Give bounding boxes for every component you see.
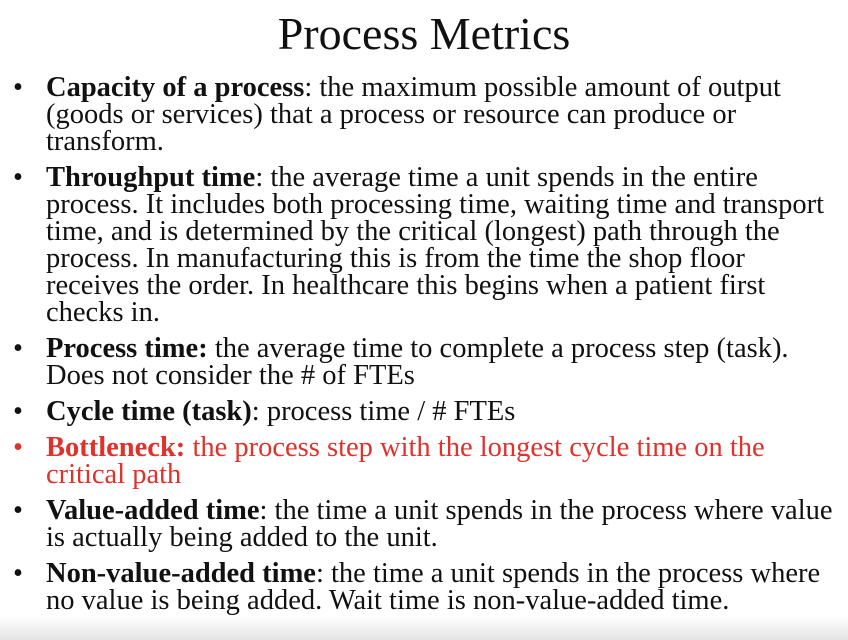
bullet-process-time	[0, 335, 848, 389]
term-separator: :	[304, 72, 313, 103]
definition-text: the process step with the longest cycle time on the critical path	[46, 432, 765, 490]
bullet-throughput-time	[0, 164, 848, 326]
definition-text: the maximum possible amount of output (goods or services) that a process or resource can produce or transform.	[46, 72, 781, 157]
slide-title: Process Metrics	[277, 8, 571, 59]
definition-text: the time a unit spends in the process where value is actually being added to the unit.	[46, 495, 833, 553]
definition-text: the average time a unit spends in the entire process. It includes both processing time, waiting time and transport time, and is determined by the critical (longest) path through the process. In manufacturing this is from the time the shop floor receives the order. In healthcare this begins when a patient first checks in.	[46, 162, 825, 328]
definition-text: the time a unit spends in the process where no value is being added. Wait time is non-value-added time.	[46, 558, 821, 616]
definition-text: process time / # FTEs	[259, 396, 516, 427]
bullet-non-value-added-time	[0, 560, 848, 614]
term-label: Capacity of a process	[46, 72, 305, 103]
definition-text: the average time to complete a process step (task). Does not consider the # of FTEs	[46, 333, 789, 391]
bullet-icon: •	[13, 495, 23, 526]
bullet-list	[0, 74, 848, 623]
term-label: Bottleneck:	[46, 432, 186, 463]
bullet-icon: •	[13, 72, 23, 103]
bullet-icon: •	[13, 396, 23, 427]
bullet-cycle-time	[0, 398, 848, 425]
bullet-icon: •	[13, 162, 23, 193]
bullet-icon: •	[13, 333, 23, 364]
term-label: Cycle time (task)	[46, 396, 252, 427]
term-separator: :	[255, 162, 264, 193]
term-label: Value-added time	[46, 495, 260, 526]
bullet-capacity	[0, 74, 848, 155]
bullet-value-added-time	[0, 497, 848, 551]
bullet-icon: •	[13, 558, 23, 589]
term-label: Throughput time	[46, 162, 256, 193]
term-label: Non-value-added time	[46, 558, 316, 589]
term-separator: :	[259, 495, 268, 526]
term-separator: :	[251, 396, 260, 427]
term-label: Process time:	[46, 333, 208, 364]
bullet-icon: •	[13, 432, 23, 463]
bullet-bottleneck	[0, 434, 848, 488]
term-separator: :	[315, 558, 324, 589]
